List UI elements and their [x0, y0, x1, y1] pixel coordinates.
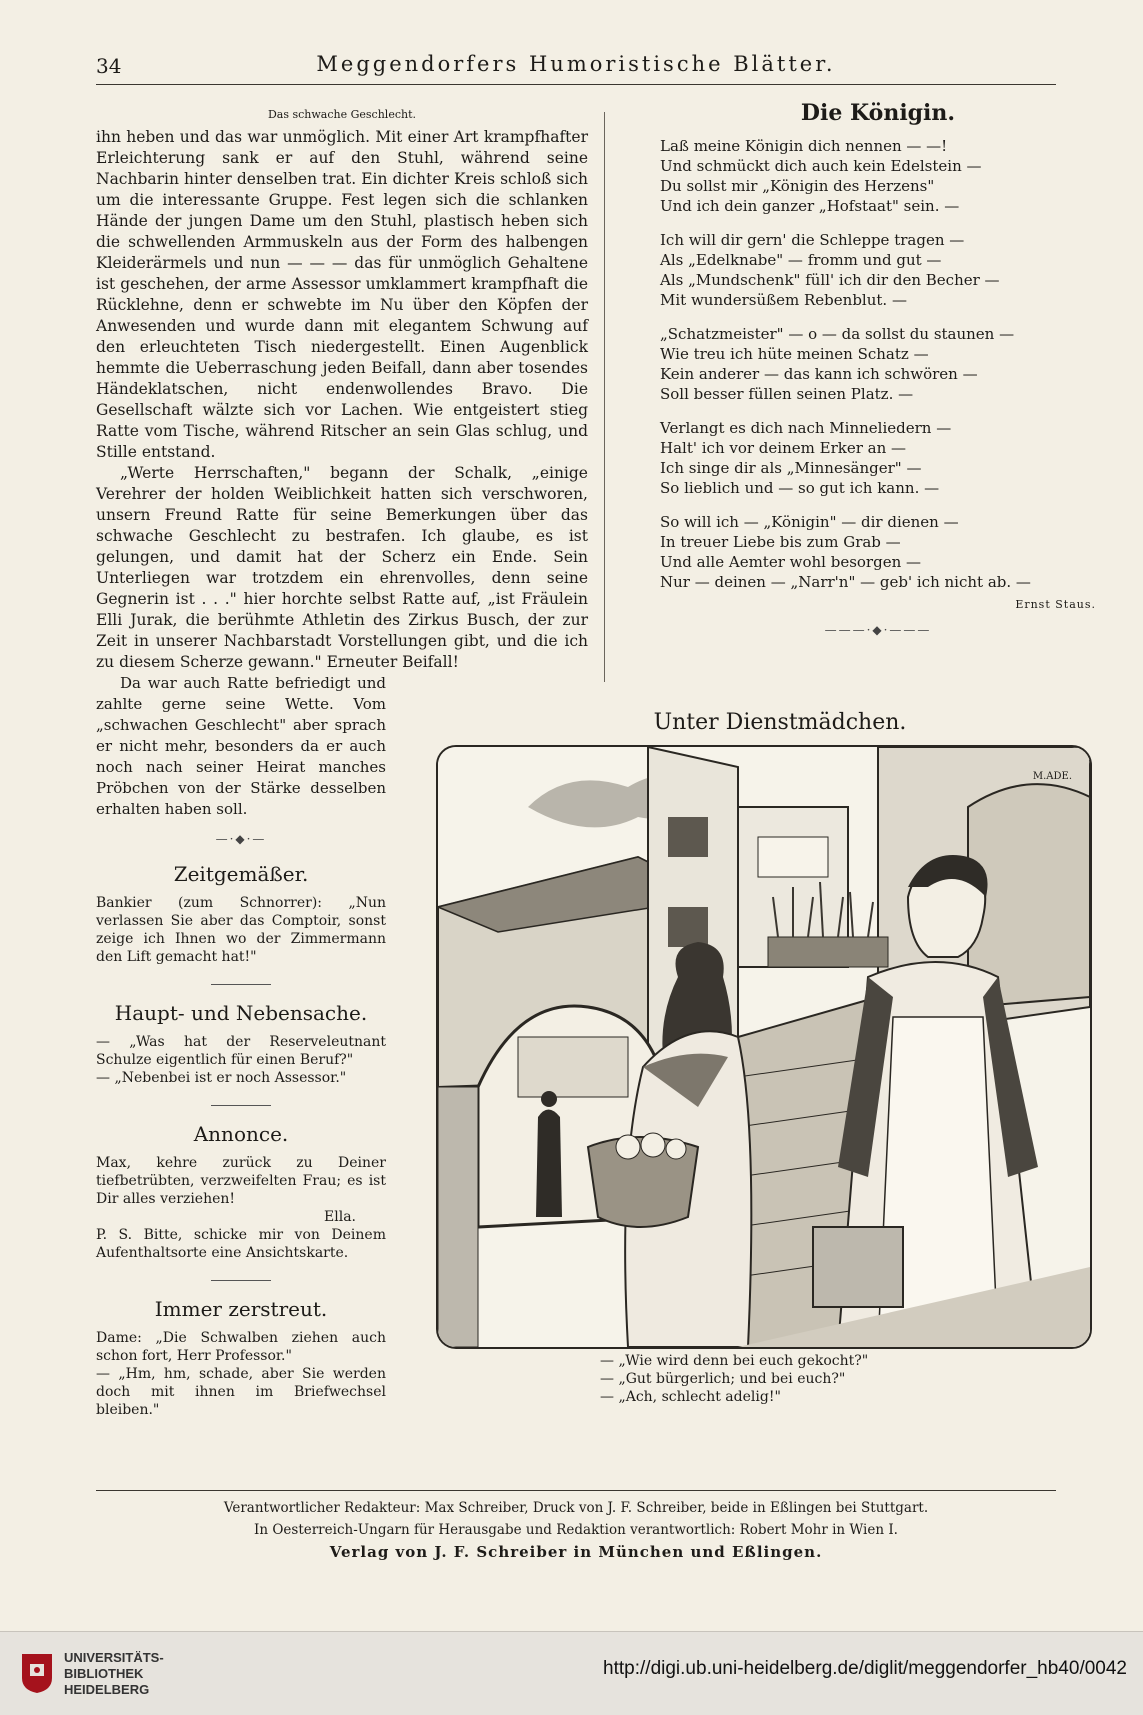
imprint-line: Verantwortlicher Redakteur: Max Schreiber, Druck von J. F. Schreiber, beide in Eßlingen bei Stuttgart. — [223, 1500, 929, 1516]
library-name — [64, 1650, 164, 1698]
section-title: Immer zerstreut. — [154, 1297, 328, 1321]
street-scene-illustration — [438, 747, 1090, 1347]
illustration-caption — [600, 1352, 1050, 1406]
publisher-line: Verlag von J. F. Schreiber in München und Eßlingen. — [329, 1543, 823, 1561]
section-signature: Ella. — [324, 1209, 356, 1225]
poem-line: Du sollst mir „Königin des Herzens" — [660, 177, 935, 195]
poem-line: Ich singe dir als „Minnesänger" — — [660, 459, 922, 477]
section-text: — „Hm, hm, schade, aber Sie werden doch mit ihnen im Briefwechsel bleiben." — [96, 1366, 386, 1418]
caption-line: — „Gut bürgerlich; und bei euch?" — [600, 1371, 846, 1387]
university-seal-icon — [20, 1652, 54, 1694]
section-text: Bankier (zum Schnorrer): „Nun verlassen Sie aber das Comptoir, sonst zeige ich Ihnen wo der Zimmermann den Lift gemacht hat!" — [96, 895, 386, 965]
caption-line: — „Ach, schlecht adelig!" — [600, 1389, 781, 1405]
journal-title: Meggendorfers Humoristische Blätter. — [316, 52, 836, 76]
column-rule — [604, 112, 605, 682]
poem-line: Verlangt es dich nach Minneliedern — — [660, 419, 952, 437]
library-bar — [0, 1631, 1143, 1715]
imprint-line: In Oesterreich-Ungarn für Herausgabe und Redaktion verantwortlich: Robert Mohr in Wien I. — [254, 1522, 898, 1538]
section-text: Dame: „Die Schwalben ziehen auch schon fort, Herr Professor." — [96, 1330, 386, 1364]
short-rule — [211, 984, 271, 985]
story-paragraph: ihn heben und das war unmöglich. Mit einer Art krampfhafter Erleichterung sank er auf den Stuhl, während seine Nachbarin hinter denselben trat. Ein dichter Kreis schloß sich um die interessante Gruppe. Fest legen sich die schlanken Hände der jungen Dame um den Stuhl, plastisch heben sich die schwellenden Armmuskeln aus der Form des halbengen Kleiderärmels und nun — — — das für unmöglich Gehaltene ist geschehen, der arme Assessor umklammert krampfhaft die Rücklehne, denn er schwebte im Nu über den Köpfen der Anwesenden und wurde dann mit elegantem Schwung auf den erleuchteten Tisch niedergestellt. Einen Augenblick hemmte die Ueberraschung jeden Beifall, dann aber tosendes Händeklatschen, nicht endenwollendes Bravo. Die Gesellschaft wälzte sich vor Lachen. Wie entgeistert stieg Ratte vom Tische, während Ritscher an sein Glas schlug, und Stille entstand. — [96, 128, 588, 461]
section-title: Haupt- und Nebensache. — [114, 1001, 368, 1025]
anecdote-haupt-und-nebensache — [96, 1001, 386, 1106]
poem-line: Und ich dein ganzer „Hofstaat" sein. — — [660, 197, 960, 215]
right-column — [660, 100, 1096, 649]
poem-line: Soll besser füllen seinen Platz. — — [660, 385, 914, 403]
narrow-column — [96, 673, 386, 1419]
anecdote-zeitgemaesser — [96, 862, 386, 985]
story-paragraph: Da war auch Ratte befriedigt und zahlte gerne seine Wette. Vom „schwachen Geschlecht" aber sprach er nicht mehr, besonders da er auch noch nach seiner Heirat manches Pröbchen von der Stärke desselben erhalten haben soll. — [96, 674, 386, 818]
permalink-url[interactable]: http://digi.ub.uni-heidelberg.de/diglit/meggendorfer_hb40/0042 — [603, 1658, 1127, 1679]
poem-line: Nur — deinen — „Narr'n" — geb' ich nicht ab. — — [660, 573, 1031, 591]
section-text: — „Nebenbei ist er noch Assessor." — [96, 1070, 347, 1086]
page-number: 34 — [96, 54, 122, 78]
poem-stanza — [660, 136, 1096, 216]
artist-signature: M.ADE. — [1032, 771, 1072, 782]
poem-stanza — [660, 230, 1096, 310]
library-name-line: UNIVERSITÄTS- — [64, 1650, 164, 1665]
library-name-line: BIBLIOTHEK — [64, 1666, 144, 1681]
story-running-title: Das schwache Geschlecht. — [267, 108, 416, 121]
poem-stanza — [660, 418, 1096, 498]
ornament-divider: ———·◆·——— — [824, 623, 932, 637]
poem-line: So will ich — „Königin" — dir dienen — — [660, 513, 959, 531]
poem-line: Ich will dir gern' die Schleppe tragen — — [660, 231, 965, 249]
poem-title: Die Königin. — [800, 100, 956, 126]
poem-stanza — [660, 324, 1096, 404]
poem-line: Laß meine Königin dich nennen — —! — [660, 137, 948, 155]
library-name-line: HEIDELBERG — [64, 1682, 150, 1697]
anecdote-immer-zerstreut — [96, 1297, 386, 1419]
short-rule — [211, 1280, 271, 1281]
illustration-frame — [436, 745, 1092, 1349]
illustration-title: Unter Dienstmädchen. — [653, 710, 907, 735]
poem-author: Ernst Staus. — [1015, 598, 1096, 611]
poem-line: Kein anderer — das kann ich schwören — — [660, 365, 978, 383]
poem-line: „Schatzmeister" — o — da sollst du staunen — — [660, 325, 1015, 343]
section-text: — „Was hat der Reserveleutnant Schulze eigentlich für einen Beruf?" — [96, 1034, 386, 1068]
anecdote-annonce — [96, 1122, 386, 1281]
section-title: Zeitgemäßer. — [173, 862, 309, 886]
poem-line: Halt' ich vor deinem Erker an — — [660, 439, 907, 457]
story-paragraph: „Werte Herrschaften," begann der Schalk, „einige Verehrer der holden Weiblichkeit hatten sich verschworen, unsern Freund Ratte für seine Bemerkungen über das schwache Geschlecht zu bestrafen. Ich glaube, es ist gelungen, und damit hat der Scherz ein Ende. Sein Unterliegen war trotzdem ein ehrenvolles, denn seine Gegnerin ist . . ." hier horchte selbst Ratte auf, „ist Fräulein Elli Jurak, die berühmte Athletin des Zirkus Busch, der zur Zeit in unserer Nachbarstadt Vorstellungen gibt, und die ich zu diesem Scherze gewann." Erneuter Beifall! — [96, 464, 588, 671]
short-rule — [211, 1105, 271, 1106]
imprint-footer — [96, 1490, 1056, 1563]
section-title: Annonce. — [193, 1122, 289, 1146]
section-text: P. S. Bitte, schicke mir von Deinem Aufenthaltsorte eine Ansichtskarte. — [96, 1227, 386, 1261]
poem-line: In treuer Liebe bis zum Grab — — [660, 533, 901, 551]
poem-line: Wie treu ich hüte meinen Schatz — — [660, 345, 929, 363]
poem-line: Mit wundersüßem Rebenblut. — — [660, 291, 907, 309]
poem-stanza — [660, 512, 1096, 592]
caption-line: — „Wie wird denn bei euch gekocht?" — [600, 1353, 869, 1369]
page-header — [96, 50, 1056, 85]
poem-line: Als „Edelknabe" — fromm und gut — — [660, 251, 942, 269]
ornament-divider: —·◆·— — [215, 832, 267, 846]
poem-line: So lieblich und — so gut ich kann. — — [660, 479, 940, 497]
poem-line: Und schmückt dich auch kein Edelstein — — [660, 157, 982, 175]
poem-line: Und alle Aemter wohl besorgen — — [660, 553, 922, 571]
section-text: Max, kehre zurück zu Deiner tiefbetrübten, verzweifelten Frau; es ist Dir alles verziehen! — [96, 1155, 386, 1207]
poem-line: Als „Mundschenk" füll' ich dir den Becher — — [660, 271, 1000, 289]
